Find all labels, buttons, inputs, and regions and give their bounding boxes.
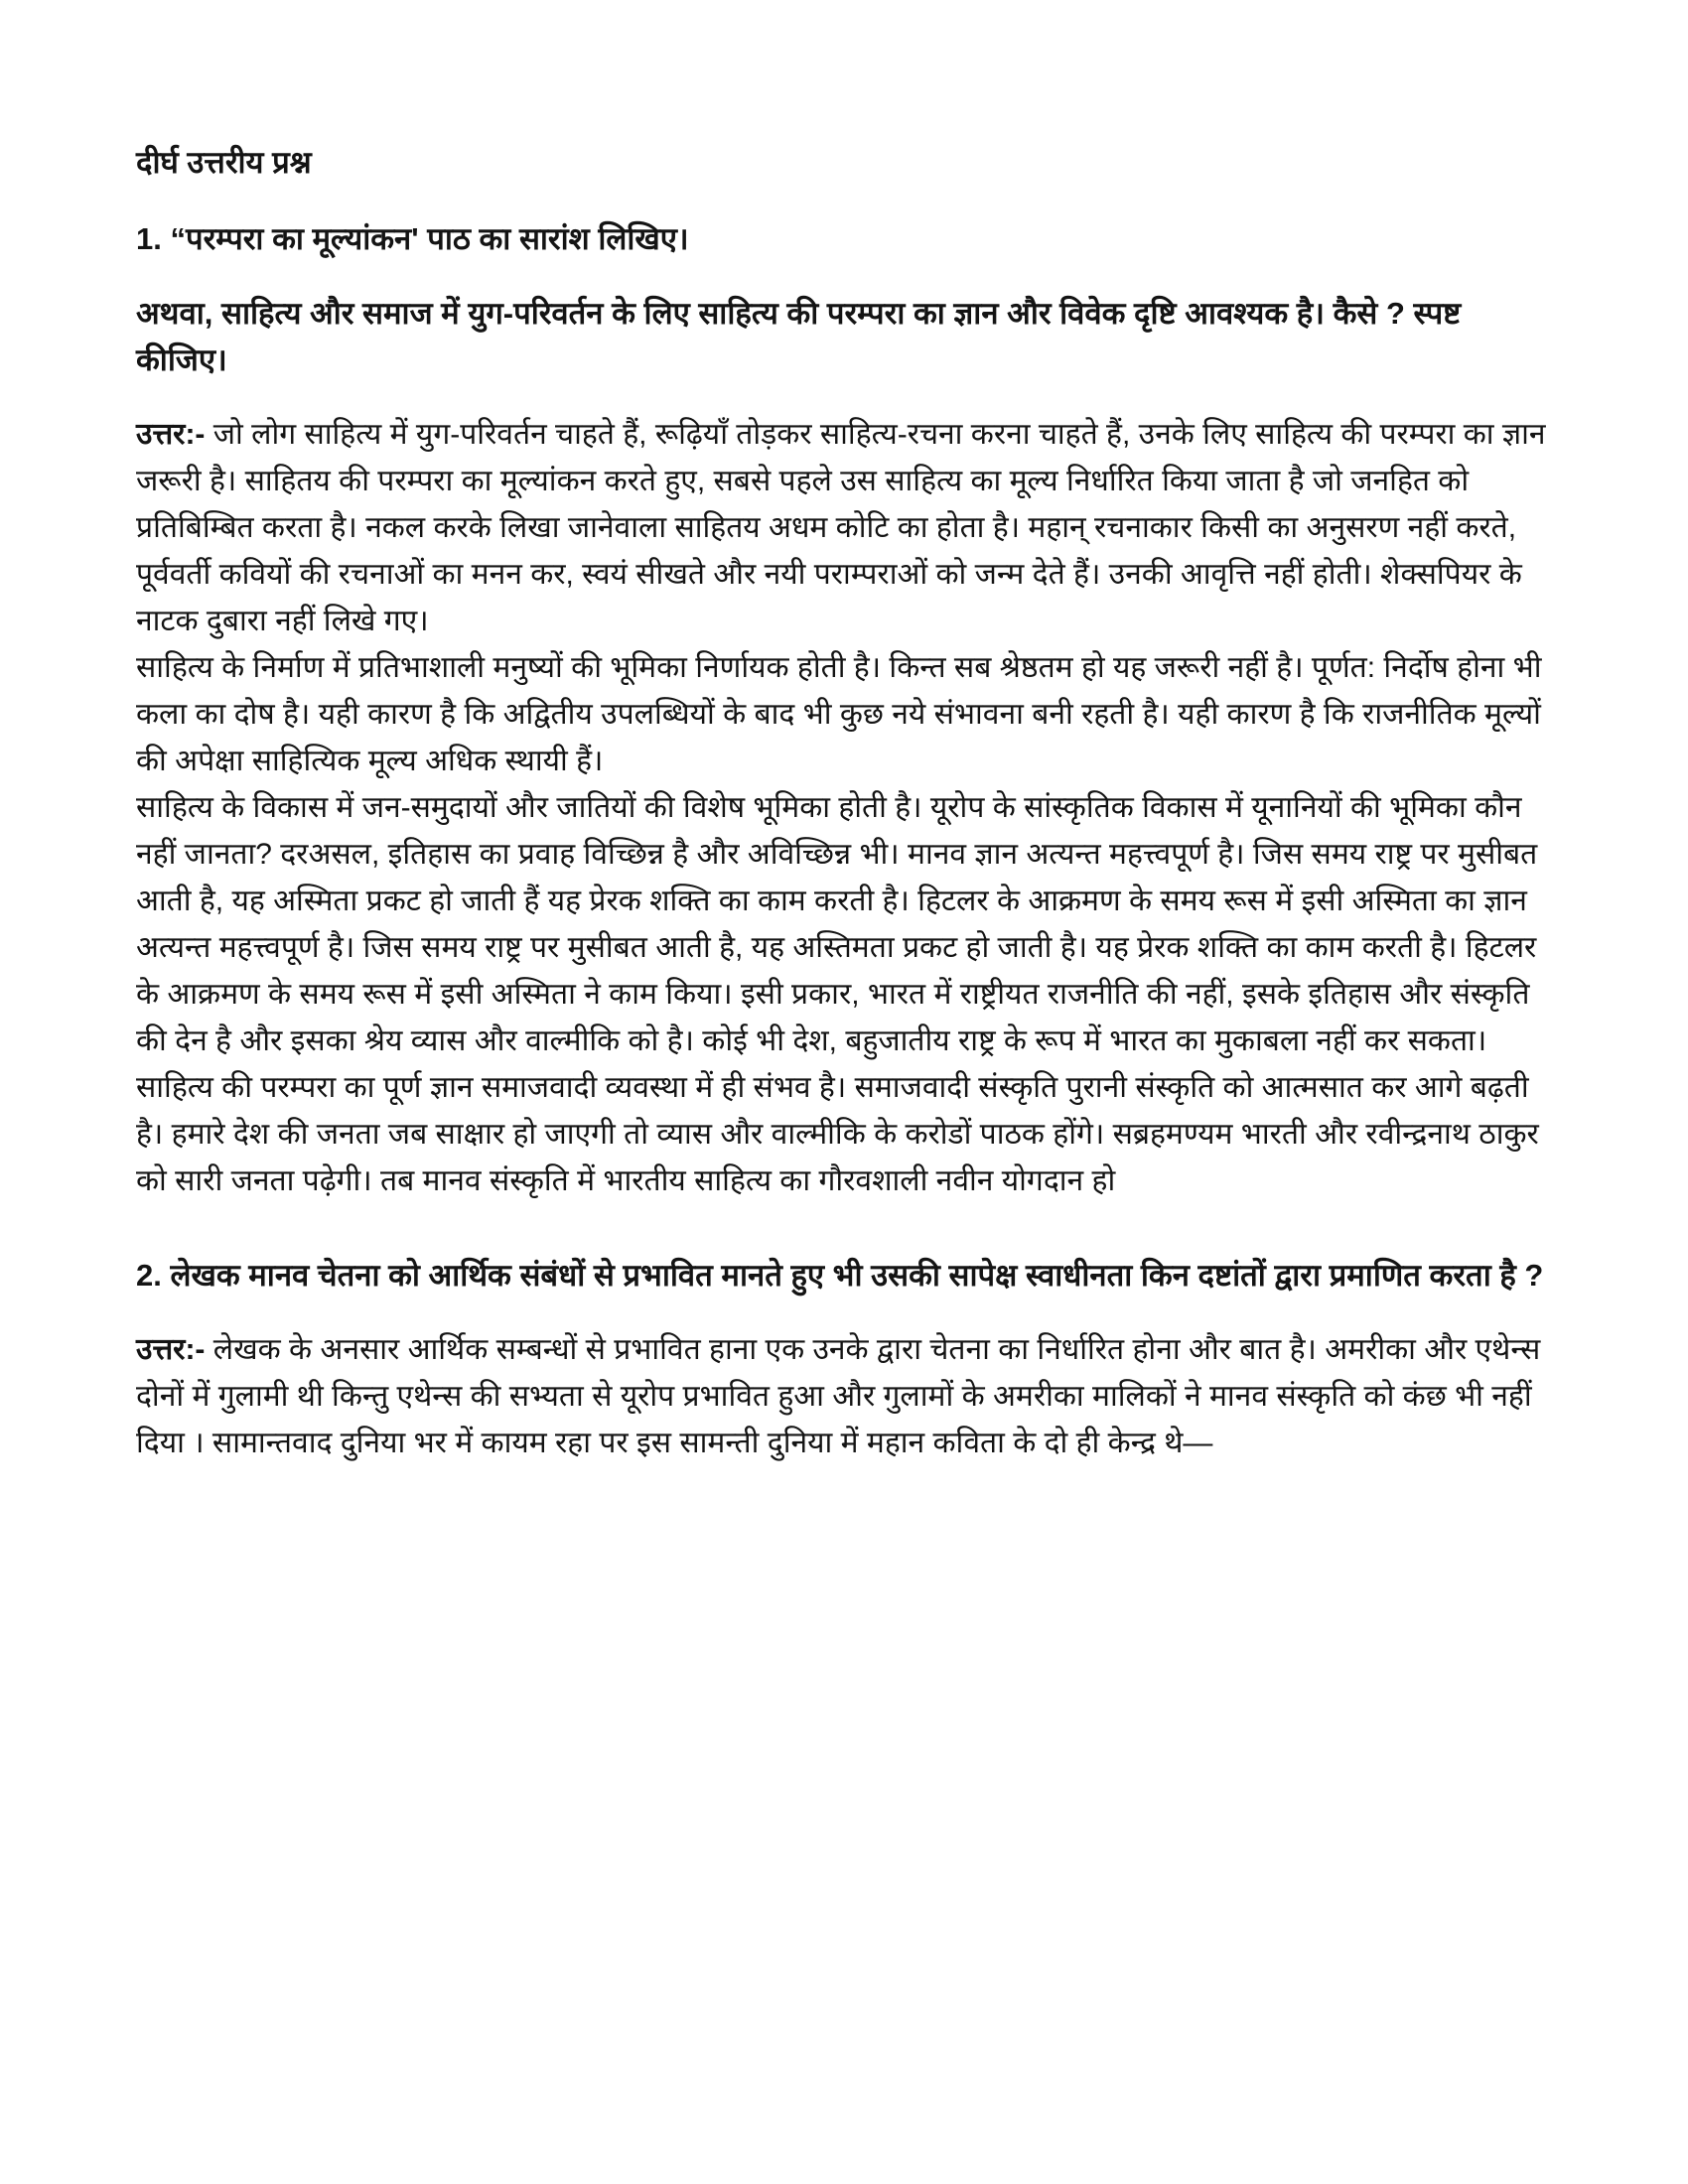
answer-1-paragraph-3: साहित्य के विकास में जन-समुदायों और जातियों की विशेष भूमिका होती है। यूरोप के सांस्कृतिक विकास में यूनानियों की भूमिका कौन नहीं जानता? दरअसल, इतिहास का प्रवाह विच्छिन्न है और अविच्छिन्न भी। मानव ज्ञान अत्यन्त महत्त्वपूर्ण है। जिस समय राष्ट्र पर मुसीबत आती है, यह अस्मिता प्रकट हो जाती हैं यह प्रेरक शक्ति का काम करती है। हिटलर के आक्रमण के समय रूस में इसी अस्मिता का ज्ञान अत्यन्त महत्त्वपूर्ण है। जिस समय राष्ट्र पर मुसीबत आती है, यह अस्तिमता प्रकट हो जाती है। यह प्रेरक शक्ति का काम करती है। हिटलर के आक्रमण के समय रूस में इसी अस्मिता ने काम किया। इसी प्रकार, भारत में राष्ट्रीयत राजनीति की नहीं, इसके इतिहास और संस्कृति की देन है और इसका श्रेय व्यास और वाल्मीकि को है। कोई भी देश, बहुजातीय राष्ट्र के रूप में भारत का मुकाबला नहीं कर सकता। — [136, 791, 1538, 1057]
answer-1-paragraph-2: साहित्य के निर्माण में प्रतिभाशाली मनुष्यों की भूमिका निर्णायक होती है। किन्त सब श्रेष्ठतम हो यह जरूरी नहीं है। पूर्णत: निर्दोष होना भी कला का दोष है। यही कारण है कि अद्वितीय उपलब्धियों के बाद भी कुछ नये संभावना बनी रहती है। यही कारण है कि राजनीतिक मूल्यों की अपेक्षा साहित्यिक मूल्य अधिक स्थायी हैं। — [136, 651, 1542, 777]
answer-1-paragraph-4: साहित्य की परम्परा का पूर्ण ज्ञान समाजवादी व्यवस्था में ही संभव है। समाजवादी संस्कृति पुरानी संस्कृति को आत्मसात कर आगे बढ़ती है। हमारे देश की जनता जब साक्षार हो जाएगी तो व्यास और वाल्मीकि के करोडों पाठक होंगे। सब्रहमण्यम भारती और रवीन्द्रनाथ ठाकुर को सारी जनता पढ़ेगी। तब मानव संस्कृति में भारतीय साहित्य का गौरवशाली नवीन योगदान हो — [136, 1071, 1539, 1197]
answer-1-paragraph-1-text: जो लोग साहित्य में युग-परिवर्तन चाहते हैं, रूढ़ियाँ तोड़कर साहित्य-रचना करना चाहते हैं, उनके लिए साहित्य की परम्परा का ज्ञान जरूरी है। साहितय की परम्परा का मूल्यांकन करते हुए, सबसे पहले उस साहित्य का मूल्य निर्धारित किया जाता है जो जनहित को प्रतिबिम्बित करता है। नकल करके लिखा जानेवाला साहितय अधम कोटि का होता है। महान् रचनाकार किसी का अनुसरण नहीं करते, पूर्ववर्ती कवियों की रचनाओं का मनन कर, स्वयं सीखते और नयी पराम्पराओं को जन्म देते हैं। उनकी आवृत्ति नहीं होती। शेक्सपियर के नाटक दुबारा नहीं लिखे गए। — [136, 418, 1546, 637]
question-1: 1. “परम्परा का मूल्यांकन' पाठ का सारांश लिखिए। — [136, 221, 689, 256]
answer-2-paragraph-1-text: लेखक के अनसार आर्थिक सम्बन्धों से प्रभावित हाना एक उनके द्वारा चेतना का निर्धारित होना और बात है। अमरीका और एथेन्स दोनों में गुलामी थी किन्तु एथेन्स की सभ्यता से यूरोप प्रभावित हुआ और गुलामों के अमरीका मालिकों ने मानव संस्कृति को कंछ भी नहीं दिया । सामान्तवाद दुनिया भर में कायम रहा पर इस सामन्ती दुनिया में महान कविता के दो ही केन्द्र थे— — [136, 1333, 1541, 1459]
answer-1 — [136, 411, 1559, 1204]
question-2: 2. लेखक मानव चेतना को आर्थिक संबंधों से प्रभावित मानते हुए भी उसकी सापेक्ष स्वाधीनता किन दष्टांतों द्वारा प्रमाणित करता है ? — [136, 1258, 1544, 1293]
section-heading: दीर्घ उत्तरीय प्रश्न — [136, 145, 312, 180]
answer-1-label: उत्तर:- — [136, 418, 206, 451]
answer-2-paragraph-1 — [136, 1326, 1559, 1466]
answer-1-paragraph-1 — [136, 411, 1559, 644]
question-1-alternative: अथवा, साहित्य और समाज में युग-परिवर्तन के लिए साहित्य की परम्परा का ज्ञान और विवेक दृष्टि आवश्यक है। कैसे ? स्पष्ट कीजिए। — [136, 296, 1462, 377]
answer-2-label: उत्तर:- — [136, 1333, 206, 1366]
answer-2 — [136, 1326, 1559, 1466]
